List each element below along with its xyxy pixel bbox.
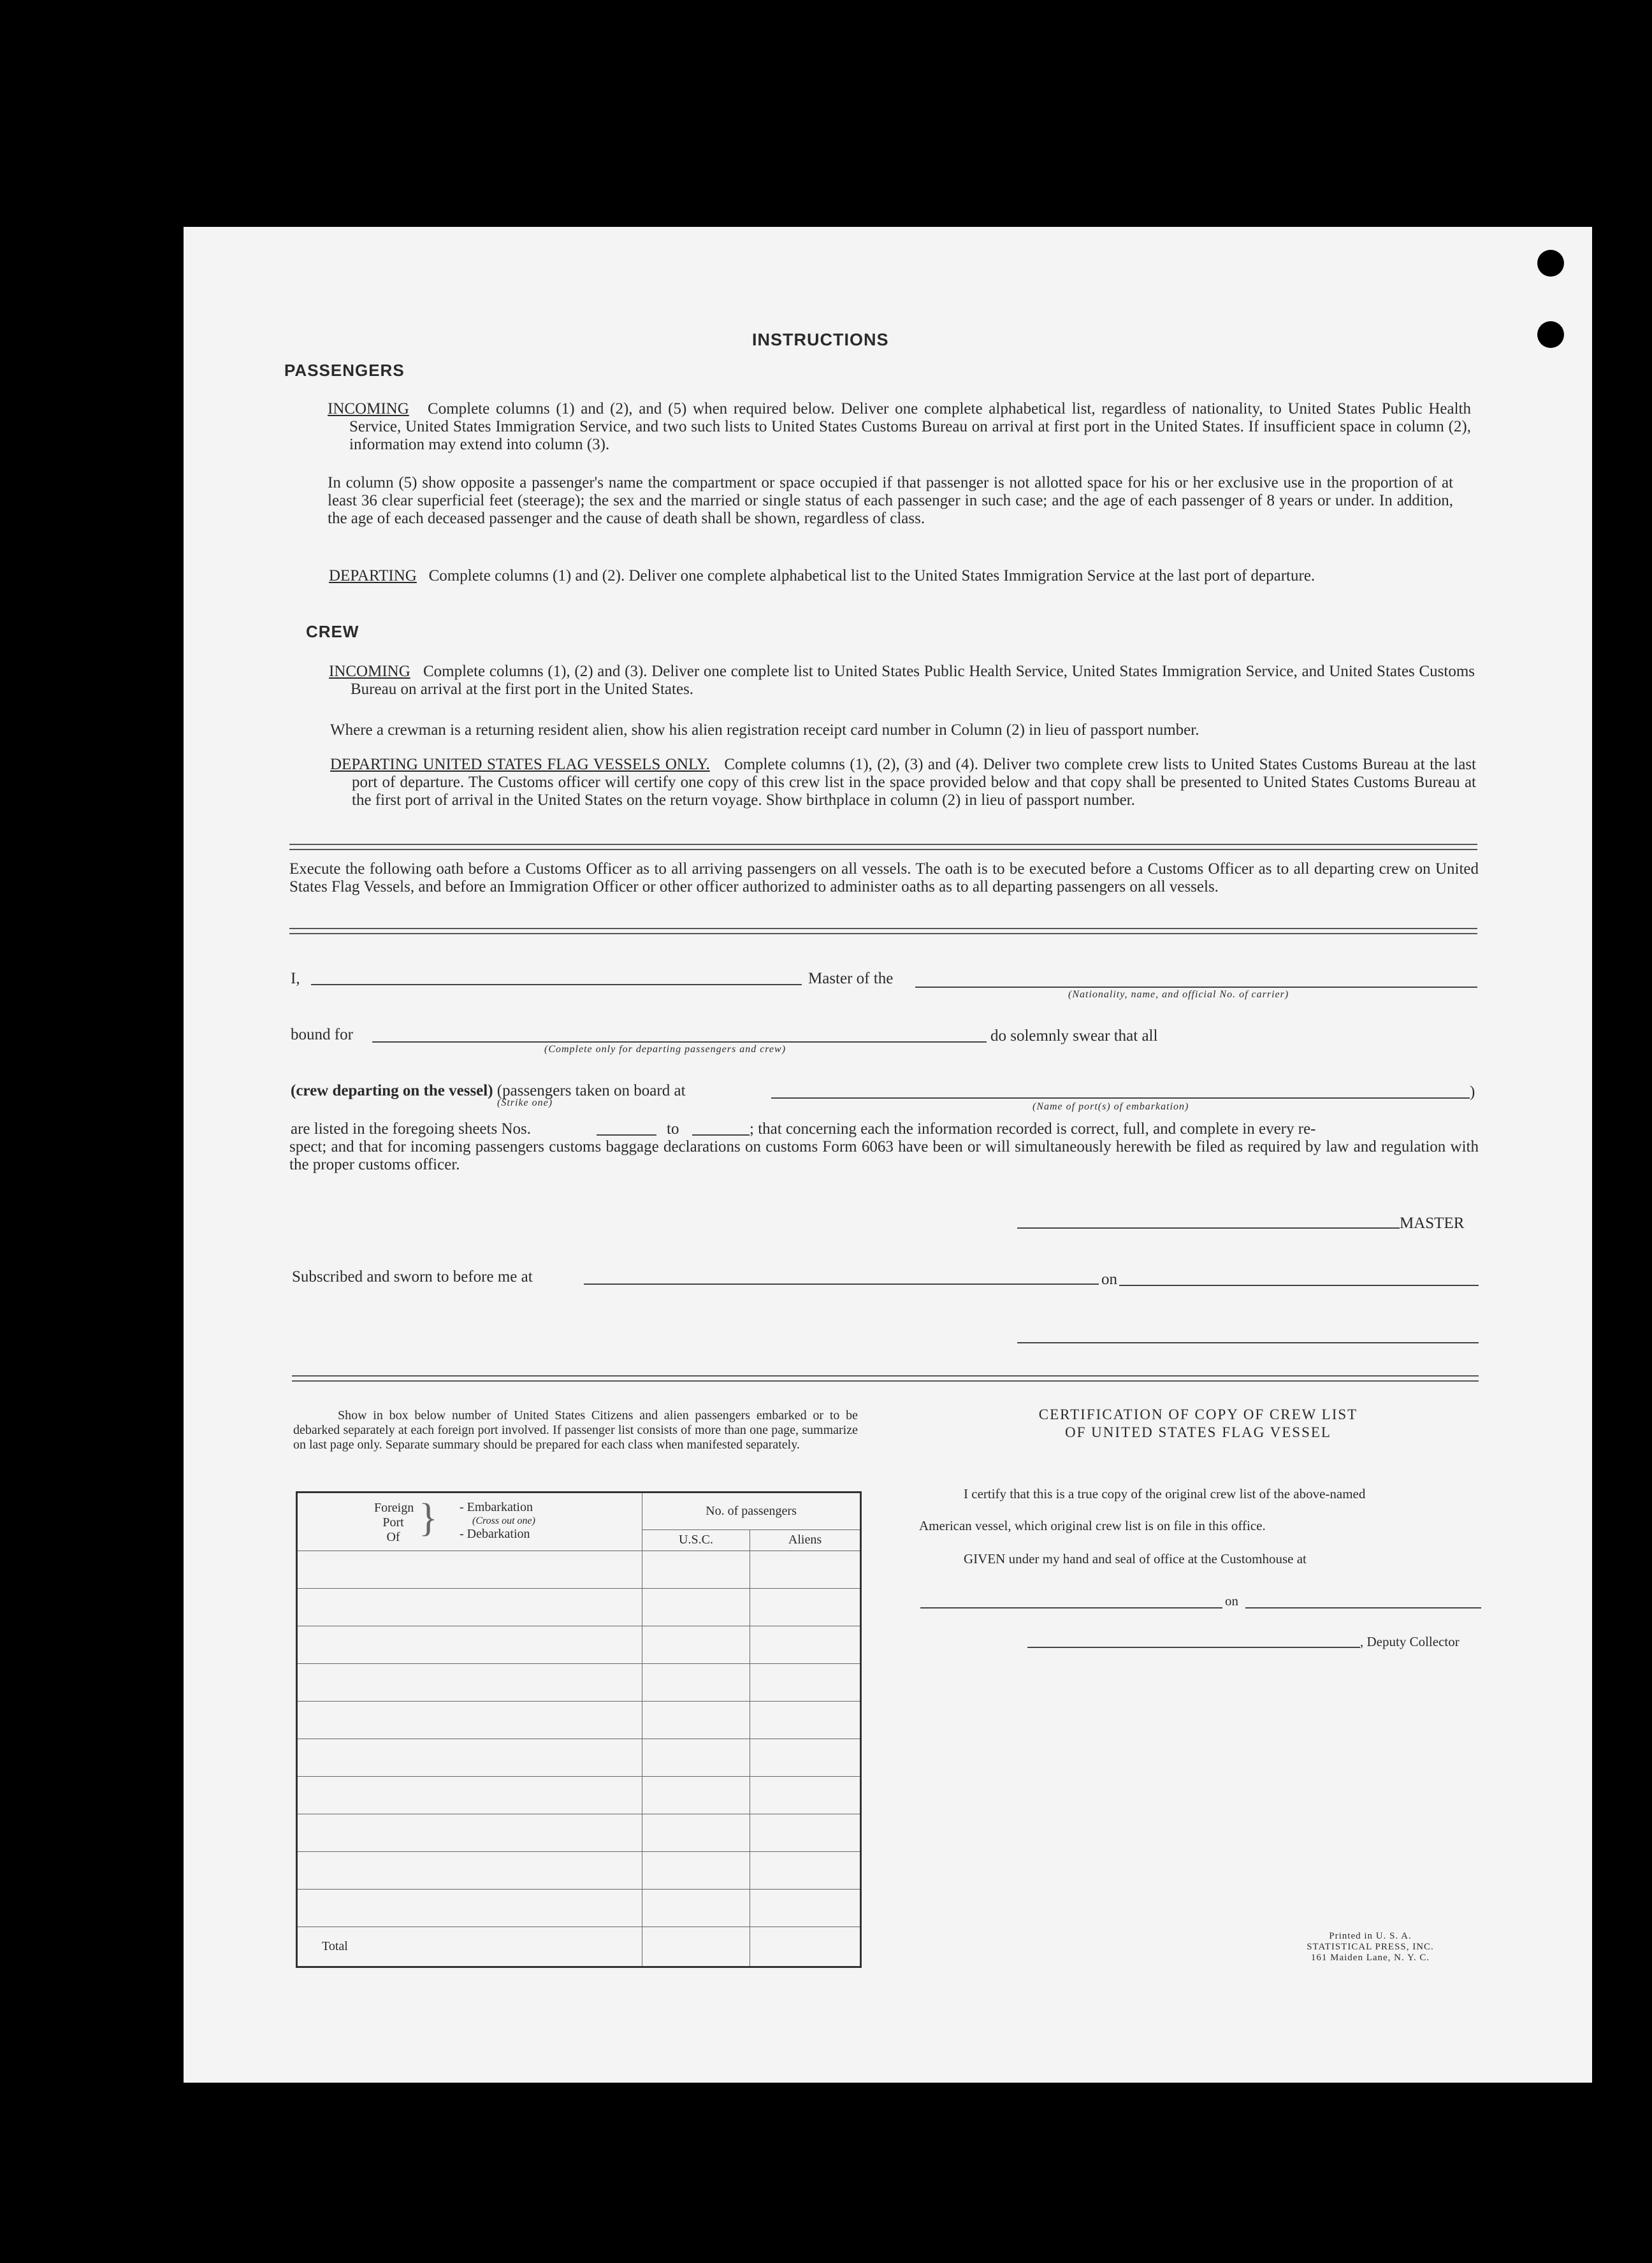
given-date-line[interactable] (1245, 1607, 1481, 1609)
aliens-cell[interactable] (750, 1814, 861, 1851)
aliens-cell[interactable] (750, 1551, 861, 1588)
usc-header: U.S.C. (642, 1530, 750, 1551)
box-instructions: Show in box below number of United States Citizens and alien passengers embarked or to be debarked separately at each foreign port involved. If passenger list consists of more than one page, summarize on last page only. Separate summary should be prepared for each class when manifested separately. (293, 1408, 858, 1452)
flag-vessels-label: DEPARTING UNITED STATES FLAG VESSELS ONLY. (330, 756, 710, 773)
printer-line-2: STATISTICAL PRESS, INC. (1307, 1942, 1434, 1952)
listed-text-2: ; that concerning each the information recorded is correct, full, and complete in every re- (750, 1120, 1316, 1138)
aliens-cell[interactable] (750, 1889, 861, 1927)
subscribed-date-line[interactable] (1119, 1285, 1479, 1286)
officer-signature-line[interactable] (1017, 1342, 1479, 1343)
port-cell[interactable] (297, 1663, 642, 1701)
listed-text-1: are listed in the foregoing sheets Nos. (291, 1120, 531, 1138)
usc-cell[interactable] (642, 1588, 750, 1626)
certify-text-2: American vessel, which original crew list is on file in this office. (919, 1518, 1266, 1533)
incoming-label: INCOMING (328, 400, 409, 417)
passengers-taken-option: (passengers taken on board at (496, 1082, 686, 1099)
aliens-cell[interactable] (750, 1701, 861, 1739)
crew-incoming-text: Complete columns (1), (2) and (3). Deliver one complete list to United States Public Health Service, United States Immigration Service, and United States Customs Bureau on arrival at the first port in the United States. (351, 663, 1475, 698)
usc-cell[interactable] (642, 1776, 750, 1814)
given-on: on (1225, 1593, 1238, 1609)
crew-passengers-line (291, 1082, 686, 1100)
passengers-incoming-paragraph (328, 400, 1471, 454)
no-passengers-header: No. of passengers (642, 1493, 861, 1530)
total-usc-cell[interactable] (642, 1927, 750, 1967)
usc-cell[interactable] (642, 1851, 750, 1889)
master-name-line[interactable] (311, 984, 802, 985)
debarkation-label: - Debarkation (460, 1527, 530, 1541)
master-label: MASTER (1400, 1215, 1465, 1232)
double-rule (292, 1375, 1479, 1382)
bound-for-caption: (Complete only for departing passengers and crew) (544, 1044, 786, 1055)
subscribed-place-line[interactable] (584, 1283, 1099, 1285)
master-of-the-label: Master of the (808, 970, 894, 987)
usc-cell[interactable] (642, 1701, 750, 1739)
departing-text: Complete columns (1) and (2). Deliver one complete alphabetical list to the United States Immigration Service at the last port of departure. (428, 567, 1315, 584)
customhouse-line[interactable] (920, 1607, 1222, 1609)
foreign-label: Foreign (374, 1501, 414, 1515)
embarkation-label: - Embarkation (460, 1500, 533, 1514)
passengers-departing-paragraph (329, 567, 1475, 585)
certification-title-2: OF UNITED STATES FLAG VESSEL (1065, 1424, 1331, 1440)
subscribed-on: on (1101, 1271, 1117, 1288)
port-label: Port (382, 1515, 404, 1529)
port-cell[interactable] (297, 1814, 642, 1851)
usc-cell[interactable] (642, 1739, 750, 1776)
column5-paragraph: In column (5) show opposite a passenger's name the compartment or space occupied if that passenger is not allotted space for his or her exclusive use in the proportion of at least 36 clear superficial feet (steerage); the sex and the married or single status of each passenger in such case; and the age of each passenger of 8 years or under. In addition, the age of each deceased passenger and the cause of death shall be shown, regardless of class. (328, 474, 1453, 527)
aliens-cell[interactable] (750, 1851, 861, 1889)
subscribed-label: Subscribed and sworn to before me at (292, 1268, 533, 1285)
aliens-cell[interactable] (750, 1588, 861, 1626)
total-aliens-cell[interactable] (750, 1927, 861, 1967)
aliens-cell[interactable] (750, 1739, 861, 1776)
double-rule (289, 928, 1477, 934)
sheet-from-line[interactable] (597, 1134, 656, 1136)
deputy-collector-label: , Deputy Collector (1360, 1634, 1460, 1649)
listed-to: to (667, 1120, 679, 1138)
port-cell[interactable] (297, 1701, 642, 1739)
usc-cell[interactable] (642, 1663, 750, 1701)
of-label: Of (386, 1530, 400, 1544)
bound-for-label: bound for (291, 1026, 353, 1043)
departing-label: DEPARTING (329, 567, 417, 584)
embarkation-caption: (Name of port(s) of embarkation) (1032, 1101, 1189, 1112)
certify-text-1: I certify that this is a true copy of the original crew list of the above-named (964, 1486, 1366, 1501)
printer-line-3: 161 Maiden Lane, N. Y. C. (1310, 1953, 1430, 1963)
usc-cell[interactable] (642, 1551, 750, 1588)
incoming-text: Complete columns (1) and (2), and (5) when required below. Deliver one complete alphabetical list, regardless of nationality, to United States Public Health Service, United States Immigration Service, and two such lists to United States Customs Bureau on arrival at first port in the United States. If insufficient space in column (2), information may extend into column (3). (349, 400, 1472, 453)
deputy-collector-line[interactable] (1027, 1647, 1360, 1648)
port-cell[interactable] (297, 1551, 642, 1588)
port-cell[interactable] (297, 1588, 642, 1626)
certification-title (918, 1406, 1479, 1442)
port-cell[interactable] (297, 1776, 642, 1814)
crew-departing-option: (crew departing on the vessel) (291, 1082, 493, 1099)
aliens-cell[interactable] (750, 1663, 861, 1701)
swear-text: do solemnly swear that all (990, 1027, 1158, 1045)
flag-vessels-text: Complete columns (1), (2), (3) and (4). Deliver two complete crew lists to United States Customs Bureau at the last port of departure. The Customs officer will certify one copy of this crew list in the space provided below and that copy shall be presented to United States Customs Bureau at the first port of arrival in the United States on the return voyage. Show birthplace in column (2) in lieu of passport number. (352, 756, 1476, 809)
port-cell[interactable] (297, 1739, 642, 1776)
port-header-cell (297, 1493, 642, 1551)
printer-line-1: Printed in U. S. A. (1329, 1931, 1412, 1941)
crew-incoming-label: INCOMING (329, 663, 410, 680)
carrier-line[interactable] (915, 987, 1477, 988)
crewman-paragraph: Where a crewman is a returning resident alien, show his alien registration receipt card number in Column (2) in lieu of passport number. (330, 721, 1199, 739)
crew-incoming-paragraph (329, 663, 1475, 698)
given-text: GIVEN under my hand and seal of office at the Customhouse at (964, 1551, 1307, 1566)
aliens-header: Aliens (750, 1530, 861, 1551)
passengers-heading: PASSENGERS (284, 361, 405, 380)
instructions-title: INSTRUCTIONS (752, 330, 889, 349)
usc-cell[interactable] (642, 1889, 750, 1927)
master-signature-line[interactable] (1017, 1227, 1400, 1229)
passenger-summary-table (296, 1491, 862, 1968)
listed-text-3: spect; and that for incoming passengers customs baggage declarations on customs Form 6063 have been or will simultaneously herewith be filed as required by law and regulation with the proper customs officer. (289, 1138, 1479, 1173)
sheet-to-line[interactable] (692, 1134, 750, 1136)
carrier-caption: (Nationality, name, and official No. of carrier) (1068, 989, 1289, 1000)
oath-intro: Execute the following oath before a Customs Officer as to all arriving passengers on all vessels. The oath is to be executed before a Customs Officer as to all departing crew on United States Flag Vessels, and before an Immigration Officer or other officer authorized to administer oaths as to all departing passengers on all vessels. (289, 860, 1479, 895)
aliens-cell[interactable] (750, 1776, 861, 1814)
punch-hole (1537, 250, 1564, 277)
printer-imprint (1262, 1931, 1479, 1963)
crew-heading: CREW (306, 622, 359, 641)
port-cell[interactable] (297, 1889, 642, 1927)
punch-hole (1537, 321, 1564, 348)
bound-for-line[interactable] (372, 1041, 987, 1043)
port-cell[interactable] (297, 1626, 642, 1663)
strike-one-caption: (Strike one) (497, 1097, 553, 1108)
embarkation-line[interactable] (771, 1097, 1470, 1099)
close-paren: ) (1470, 1083, 1475, 1101)
aliens-cell[interactable] (750, 1626, 861, 1663)
i-label: I, (291, 970, 300, 987)
total-label: Total (297, 1927, 642, 1967)
cross-out-label: (Cross out one) (472, 1515, 535, 1526)
usc-cell[interactable] (642, 1626, 750, 1663)
brace: } (419, 1496, 438, 1540)
usc-cell[interactable] (642, 1814, 750, 1851)
flag-vessels-paragraph (330, 756, 1476, 809)
port-cell[interactable] (297, 1851, 642, 1889)
certification-title-1: CERTIFICATION OF COPY OF CREW LIST (1038, 1406, 1358, 1422)
double-rule (289, 844, 1477, 850)
